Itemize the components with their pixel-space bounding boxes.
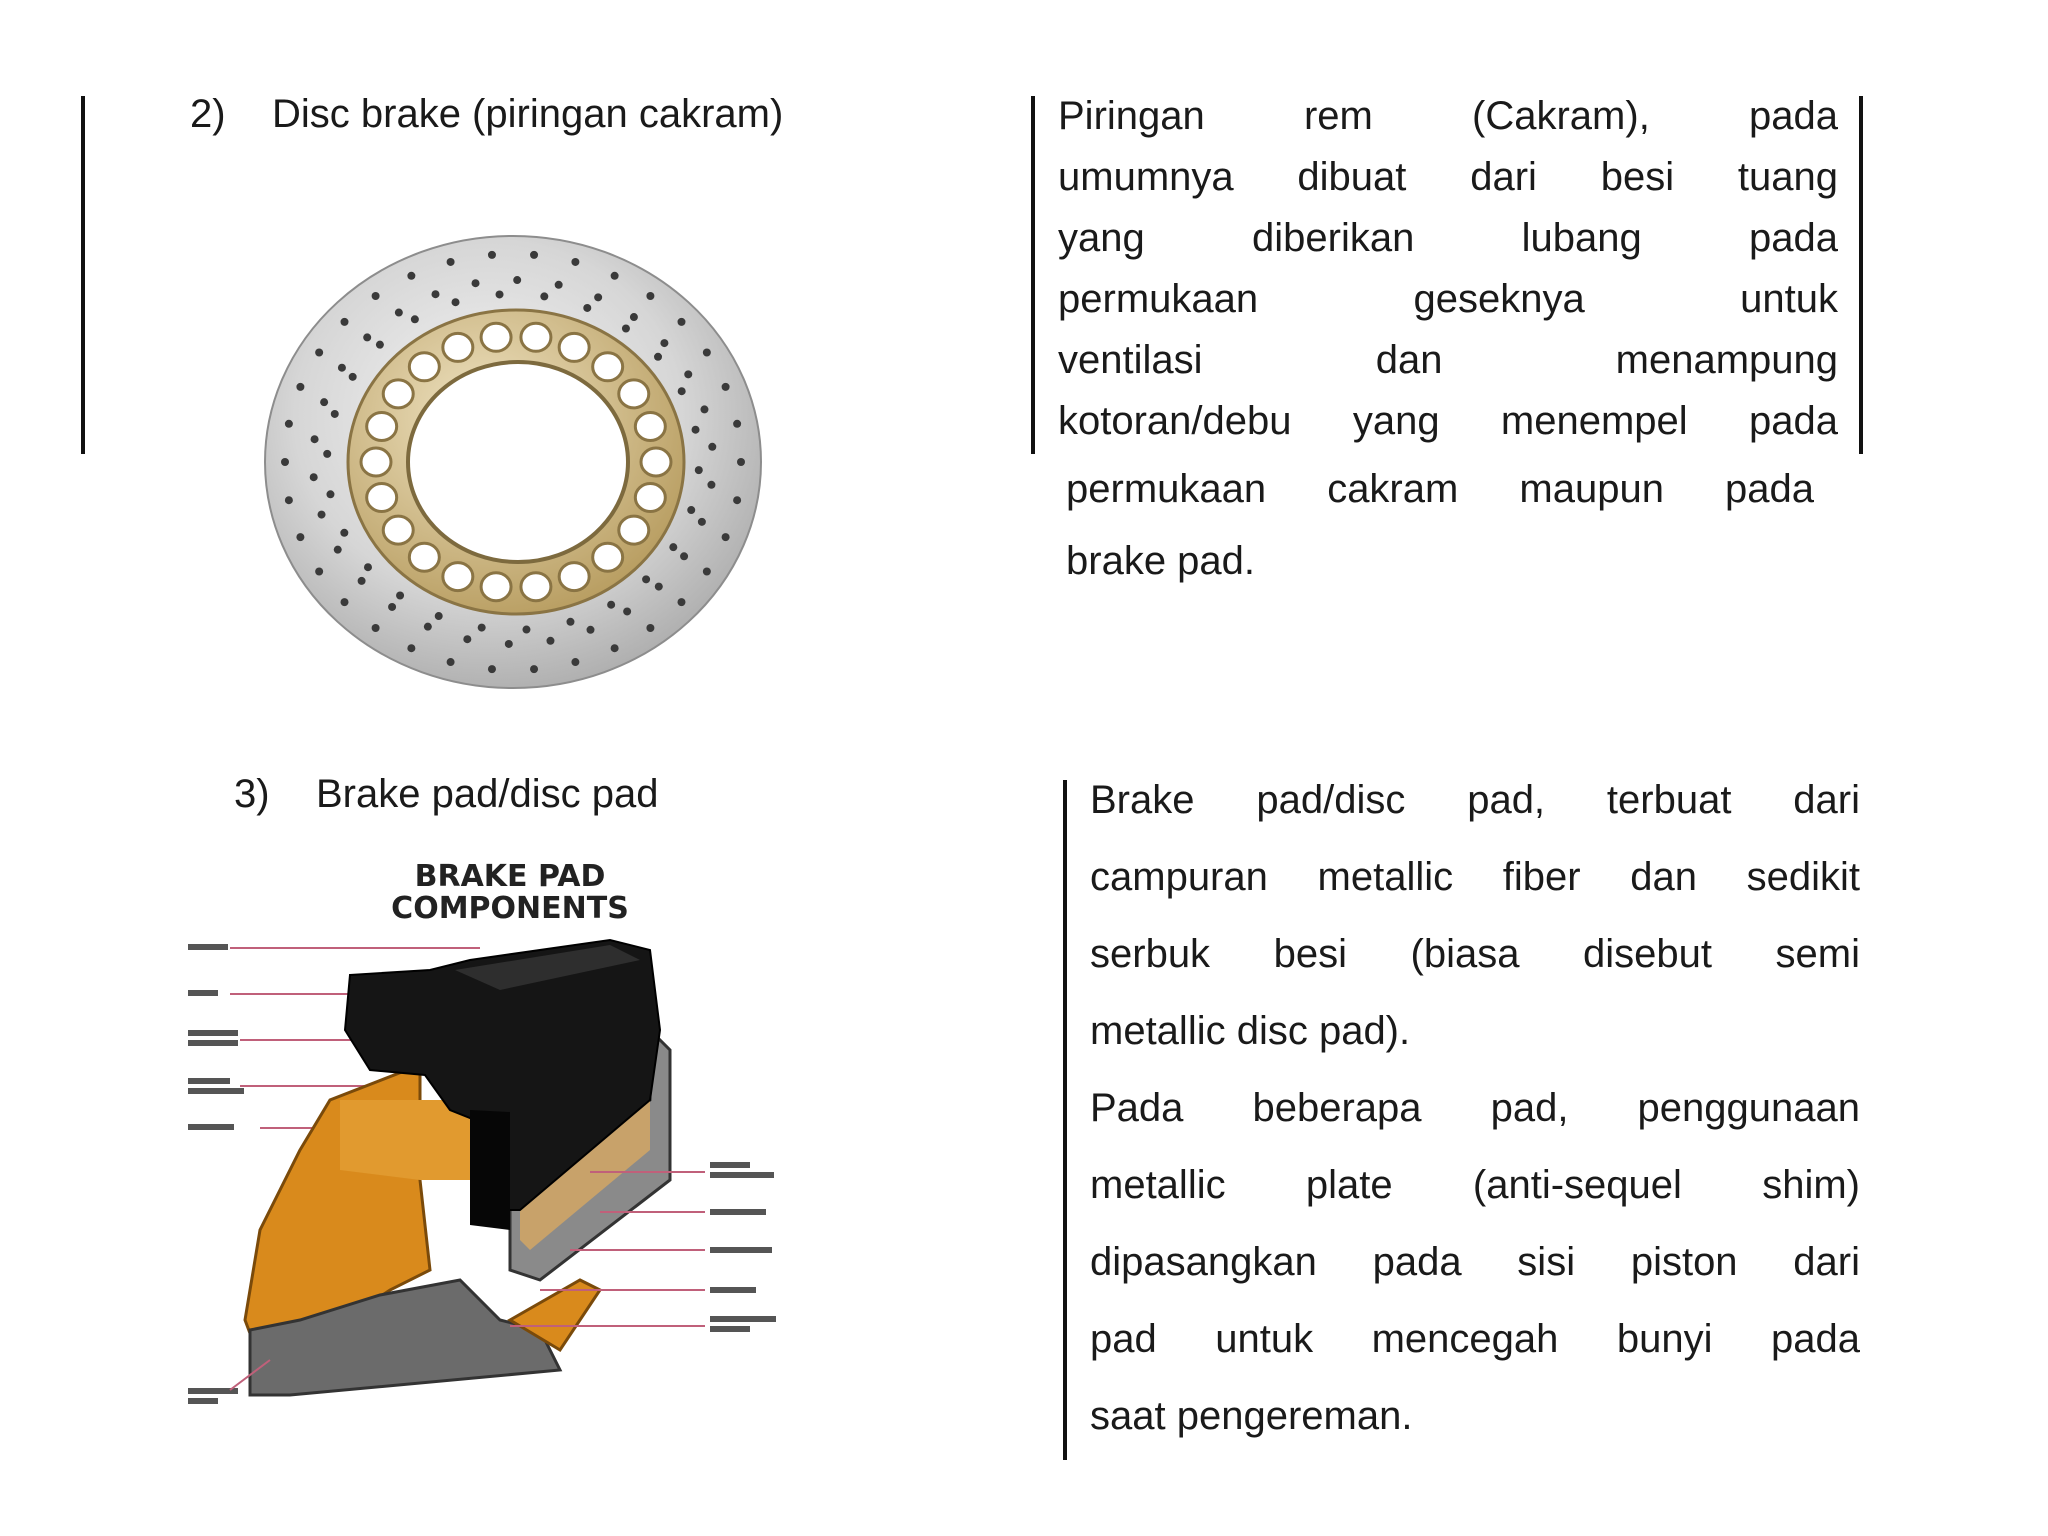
section-2-line: Piringan rem (Cakram), pada <box>1058 94 1838 138</box>
diagram-title-line2: COMPONENTS <box>391 891 629 926</box>
rotor-hole <box>310 473 318 481</box>
rotor-hole <box>695 466 703 474</box>
rotor-hole <box>395 309 403 317</box>
rotor-hole <box>611 272 619 280</box>
hub-hole <box>521 573 551 601</box>
disc-brake-illustration <box>258 230 768 700</box>
hub-hole <box>619 380 649 408</box>
section-3-line: Pada beberapa pad, penggunaan <box>1090 1086 1860 1130</box>
section-2-line: yang diberikan lubang pada <box>1058 216 1838 260</box>
rotor-hole <box>678 387 686 395</box>
rotor-hole <box>463 635 471 643</box>
rotor-hole <box>522 626 530 634</box>
hub-hole <box>619 516 649 544</box>
section-2-paragraph <box>1058 86 1838 452</box>
rotor-hole <box>341 598 349 606</box>
rotor-hole <box>700 405 708 413</box>
rotor-hole <box>311 435 319 443</box>
rotor-hole <box>733 496 741 504</box>
rotor-hole <box>318 511 326 519</box>
rotor-hole <box>707 481 715 489</box>
section-3-heading <box>234 772 658 817</box>
section-3-line: metallic disc pad). <box>1090 1009 1411 1053</box>
section-3-line: pad untuk mencegah bunyi pada <box>1090 1317 1860 1361</box>
rotor-hole <box>722 533 730 541</box>
hub-hole <box>383 516 413 544</box>
rotor-hole <box>364 563 372 571</box>
brake-pad-illustration <box>180 850 840 1440</box>
rotor-hole <box>703 349 711 357</box>
rotor-hole <box>646 292 654 300</box>
rotor-hole <box>488 665 496 673</box>
rotor-hole <box>315 349 323 357</box>
section-3-line: metallic plate (anti-sequel shim) <box>1090 1163 1860 1207</box>
hub-hole <box>383 380 413 408</box>
diagram-title-line1: BRAKE PAD <box>414 859 606 894</box>
section-3-paragraph <box>1090 762 1860 1455</box>
rotor-hole <box>611 644 619 652</box>
rotor-hole <box>722 383 730 391</box>
rotor-hole <box>435 612 443 620</box>
section-2-heading <box>190 92 783 137</box>
rotor-hole <box>540 292 548 300</box>
section-3-title: Brake pad/disc pad <box>316 772 659 816</box>
rotor-hole <box>478 624 486 632</box>
rotor-hole <box>372 292 380 300</box>
rotor-hole <box>488 251 496 259</box>
section-3-line: dipasangkan pada sisi piston dari <box>1090 1240 1860 1284</box>
section-2-line: kotoran/debu yang menempel pada <box>1058 399 1838 443</box>
rotor-hole <box>571 658 579 666</box>
rotor-hole <box>530 251 538 259</box>
table-rule-left-bottom <box>1063 780 1067 1460</box>
rotor-hole <box>513 276 521 284</box>
hub-hole <box>641 448 671 476</box>
right-callout-marks <box>710 1162 776 1332</box>
rotor-hole <box>334 546 342 554</box>
section-3-line: Brake pad/disc pad, terbuat dari <box>1090 778 1860 822</box>
rotor-hole <box>660 339 668 347</box>
disc-brake-image <box>258 230 768 700</box>
section-2-line: permukaan geseknya untuk <box>1058 277 1838 321</box>
rotor-hole <box>669 543 677 551</box>
rotor-hole <box>737 458 745 466</box>
rotor-hole <box>708 443 716 451</box>
rotor-hole <box>326 490 334 498</box>
section-3-line: campuran metallic fiber dan sedikit <box>1090 855 1860 899</box>
rotor-hole <box>320 398 328 406</box>
rotor-hole <box>388 603 396 611</box>
rotor-hole <box>296 533 304 541</box>
hub-hole <box>367 483 397 511</box>
rotor-hole <box>396 591 404 599</box>
rotor-hole <box>340 529 348 537</box>
hub-hole <box>443 563 473 591</box>
rotor-hole <box>496 290 504 298</box>
rotor-hole <box>331 410 339 418</box>
rotor-hole <box>555 281 563 289</box>
rotor-hole <box>285 420 293 428</box>
pad-slot <box>470 1110 510 1230</box>
rotor-hole <box>424 623 432 631</box>
rotor-hole <box>376 341 384 349</box>
hub-hole <box>409 543 439 571</box>
rotor-hole <box>642 575 650 583</box>
hub-hole <box>635 483 665 511</box>
disc-center-hole <box>408 362 628 562</box>
rotor-hole <box>431 290 439 298</box>
rotor-hole <box>349 373 357 381</box>
section-2-line: brake pad. <box>1066 539 1256 583</box>
rotor-hole <box>692 426 700 434</box>
section-2-title: Disc brake (piringan cakram) <box>272 92 784 136</box>
rotor-hole <box>646 624 654 632</box>
hub-hole <box>443 333 473 361</box>
rotor-hole <box>687 506 695 514</box>
section-3-line: saat pengereman. <box>1090 1394 1413 1438</box>
section-2-line: permukaan cakram maupun pada <box>1066 467 1814 511</box>
rotor-hole <box>505 640 513 648</box>
hub-hole <box>559 333 589 361</box>
hub-hole <box>559 563 589 591</box>
rotor-hole <box>372 624 380 632</box>
rotor-hole <box>315 567 323 575</box>
hub-hole <box>481 573 511 601</box>
rotor-hole <box>338 364 346 372</box>
section-2-paragraph-continued <box>1066 453 1814 597</box>
brake-pad-diagram <box>180 850 840 1440</box>
rotor-hole <box>571 258 579 266</box>
rotor-hole <box>622 325 630 333</box>
rotor-hole <box>447 258 455 266</box>
section-2-number: 2) <box>190 92 226 136</box>
section-2-line: umumnya dibuat dari besi tuang <box>1058 155 1838 199</box>
rotor-hole <box>703 567 711 575</box>
rotor-hole <box>281 458 289 466</box>
rotor-hole <box>630 313 638 321</box>
rotor-hole <box>452 298 460 306</box>
rotor-hole <box>296 383 304 391</box>
rotor-hole <box>407 644 415 652</box>
rotor-hole <box>411 315 419 323</box>
table-rule-left-top <box>1031 96 1035 454</box>
rotor-hole <box>594 293 602 301</box>
rotor-hole <box>677 318 685 326</box>
section-3-line: serbuk besi (biasa disebut semi <box>1090 932 1860 976</box>
section-2-line: ventilasi dan menampung <box>1058 338 1838 382</box>
hub-hole <box>593 353 623 381</box>
hub-hole <box>409 353 439 381</box>
rotor-hole <box>472 279 480 287</box>
left-margin-rule <box>81 96 85 454</box>
rotor-hole <box>733 420 741 428</box>
rotor-hole <box>358 577 366 585</box>
hub-hole <box>481 323 511 351</box>
hub-hole <box>593 543 623 571</box>
rotor-hole <box>654 353 662 361</box>
hub-hole <box>521 323 551 351</box>
rotor-hole <box>587 626 595 634</box>
rotor-hole <box>363 333 371 341</box>
hub-hole <box>367 413 397 441</box>
rotor-hole <box>607 601 615 609</box>
rotor-hole <box>285 496 293 504</box>
left-callout-marks <box>188 944 244 1404</box>
rotor-hole <box>655 583 663 591</box>
rotor-hole <box>341 318 349 326</box>
rotor-hole <box>623 607 631 615</box>
hub-hole <box>361 448 391 476</box>
rotor-hole <box>546 637 554 645</box>
rotor-hole <box>447 658 455 666</box>
rotor-hole <box>323 450 331 458</box>
rotor-hole <box>677 598 685 606</box>
rotor-hole <box>530 665 538 673</box>
table-rule-right-top <box>1859 96 1863 454</box>
rotor-hole <box>407 272 415 280</box>
rotor-hole <box>698 518 706 526</box>
rotor-hole <box>684 370 692 378</box>
rotor-hole <box>566 618 574 626</box>
hub-hole <box>635 413 665 441</box>
rotor-hole <box>583 304 591 312</box>
rotor-hole <box>680 552 688 560</box>
section-3-number: 3) <box>234 772 270 816</box>
